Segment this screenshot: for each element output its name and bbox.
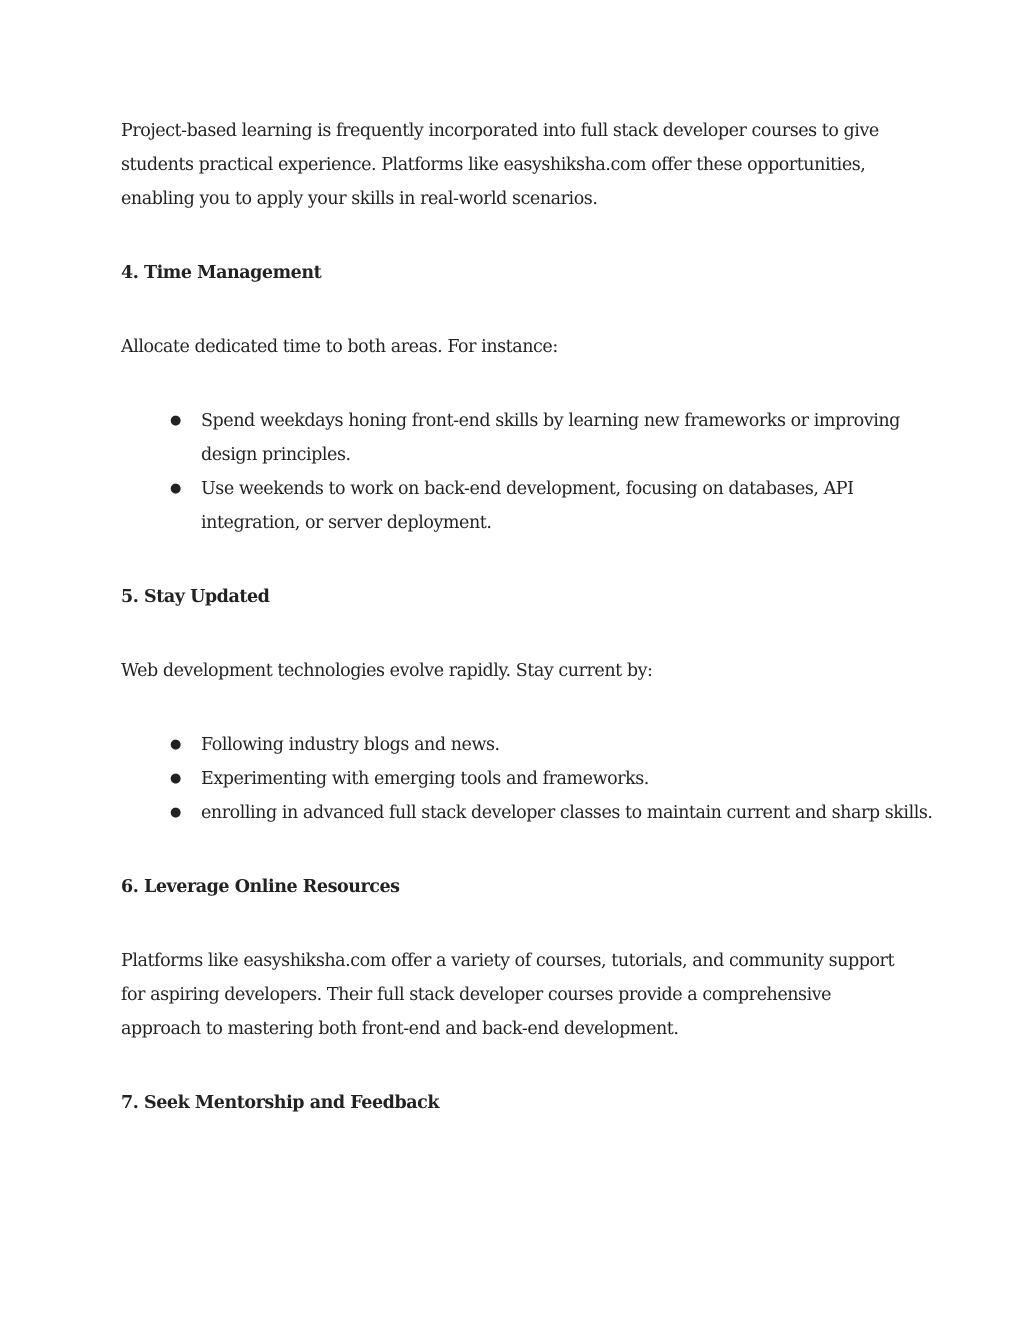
bullet-icon: ● — [170, 737, 181, 752]
list-item — [121, 404, 911, 472]
bullet-icon: ● — [170, 413, 181, 428]
stay-updated-paragraph: Web development technologies evolve rapidly. Stay current by: — [121, 661, 653, 681]
list-item-text: Experimenting with emerging tools and frameworks. — [201, 769, 649, 789]
heading-stay-updated: 5. Stay Updated — [121, 587, 270, 607]
document-body — [121, 114, 933, 1120]
time-management-list — [121, 404, 911, 540]
list-item — [121, 472, 911, 540]
heading-mentorship: 7. Seek Mentorship and Feedback — [121, 1093, 440, 1113]
list-item-text: Spend weekdays honing front-end skills by learning new frameworks or improving design principles. — [201, 411, 900, 465]
bullet-icon: ● — [170, 771, 181, 786]
list-item — [121, 762, 911, 796]
list-item — [121, 796, 941, 830]
online-resources-paragraph: Platforms like easyshiksha.com offer a variety of courses, tutorials, and community support for aspiring developers. Their full stack developer courses provide a comprehensive approach to mastering both front-end and back-end development. — [121, 951, 895, 1039]
list-item — [121, 728, 911, 762]
intro-paragraph: Project-based learning is frequently incorporated into full stack developer courses to give students practical experience. Platforms like easyshiksha.com offer these opportunities, enabling you to apply your skills in real-world scenarios. — [121, 121, 879, 209]
heading-time-management: 4. Time Management — [121, 263, 322, 283]
stay-updated-list — [121, 728, 933, 830]
list-item-text: Use weekends to work on back-end development, focusing on databases, API integration, or server deployment. — [201, 479, 854, 533]
bullet-icon: ● — [170, 805, 181, 820]
bullet-icon: ● — [170, 481, 181, 496]
heading-online-resources: 6. Leverage Online Resources — [121, 877, 400, 897]
time-management-paragraph: Allocate dedicated time to both areas. For instance: — [121, 337, 558, 357]
list-item-text: Following industry blogs and news. — [201, 735, 500, 755]
list-item-text: enrolling in advanced full stack developer classes to maintain current and sharp skills. — [201, 803, 933, 823]
